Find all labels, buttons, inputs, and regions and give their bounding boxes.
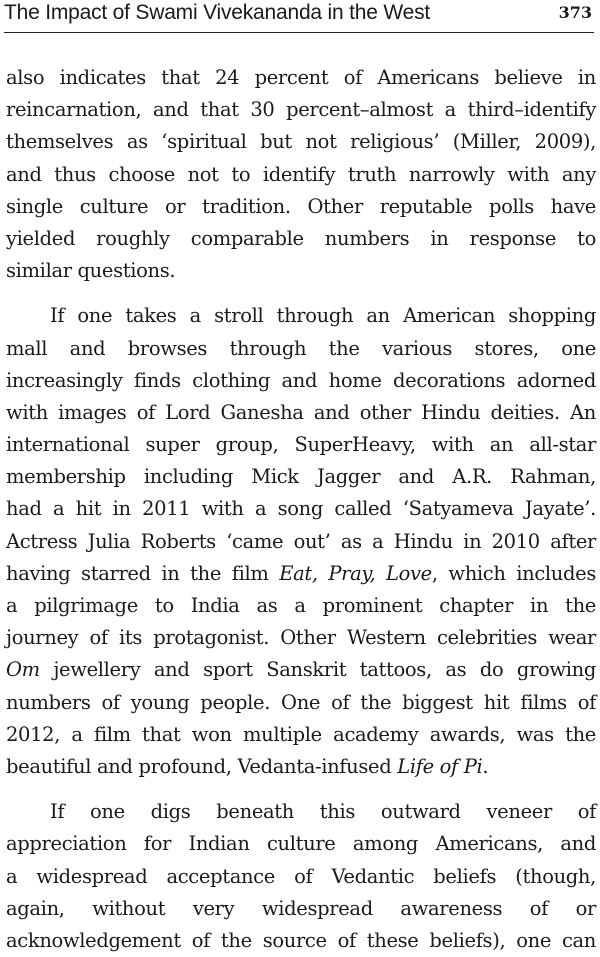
- text-line: similar questions.: [6, 259, 176, 283]
- paragraph-2: [6, 300, 596, 783]
- text-line: increasingly finds clothing and home decorations adorned: [6, 368, 596, 392]
- text-line: mall and browses through the various stores, one: [6, 336, 596, 360]
- text-line: [6, 654, 596, 686]
- text-line: had a hit in 2011 with a song called ‘Satyameva Jayate’.: [6, 497, 596, 521]
- text-line: If one takes a stroll through an American shopping: [50, 304, 596, 328]
- text-line: If one digs beneath this outward veneer of: [50, 800, 596, 824]
- text-line: acknowledgement of the source of these beliefs), one can: [6, 928, 596, 952]
- text-line: [6, 558, 596, 590]
- text-line: a widespread acceptance of Vedantic beliefs (though,: [6, 864, 596, 888]
- text-line: and thus choose not to identify truth narrowly with any: [6, 162, 596, 186]
- text-line: again, without very widespread awareness of or: [6, 896, 596, 920]
- text-run: beautiful and profound, Vedanta-infused: [6, 754, 398, 778]
- text-line: 2012, a film that won multiple academy awards, was the: [6, 722, 596, 746]
- text-line: also indicates that 24 percent of Americans believe in: [6, 66, 596, 89]
- page-header: [4, 0, 594, 33]
- paragraph-3: [6, 796, 596, 957]
- text-line: international super group, SuperHeavy, with an all-star: [6, 433, 596, 457]
- text-line: single culture or tradition. Other reputable polls have: [6, 194, 596, 218]
- page-number: 373: [558, 3, 592, 22]
- text-line: numbers of young people. One of the biggest hit films of: [6, 690, 596, 714]
- text-line: with images of Lord Ganesha and other Hindu deities. An: [6, 400, 596, 424]
- running-title: The Impact of Swami Vivekananda in the West: [4, 1, 431, 24]
- text-line: membership including Mick Jagger and A.R. Rahman,: [6, 465, 596, 489]
- text-run: , which includes: [431, 561, 596, 585]
- film-title-emphasis: Eat, Pray, Love: [279, 561, 432, 585]
- text-line: [6, 751, 596, 783]
- om-emphasis: Om: [6, 658, 40, 682]
- text-line: themselves as ‘spiritual but not religious’ (Miller, 2009),: [6, 130, 596, 154]
- paragraph-1: [6, 62, 596, 287]
- text-line: a pilgrimage to India as a prominent chapter in the: [6, 594, 596, 617]
- text-line: journey of its protagonist. Other Western celebrities wear: [6, 626, 596, 650]
- text-run: .: [482, 754, 489, 778]
- text-line: yielded roughly comparable numbers in response to: [6, 226, 596, 250]
- text-line: appreciation for Indian culture among Americans, and: [6, 832, 596, 856]
- text-line: Actress Julia Roberts ‘came out’ as a Hindu in 2010 after: [6, 529, 596, 553]
- text-run: having starred in the film: [6, 561, 280, 585]
- text-run: jewellery and sport Sanskrit tattoos, as do growing: [39, 658, 596, 682]
- body-text: [6, 62, 596, 957]
- film-title-emphasis: Life of Pi: [397, 754, 483, 778]
- text-line: reincarnation, and that 30 percent–almost a third–identify: [6, 98, 596, 122]
